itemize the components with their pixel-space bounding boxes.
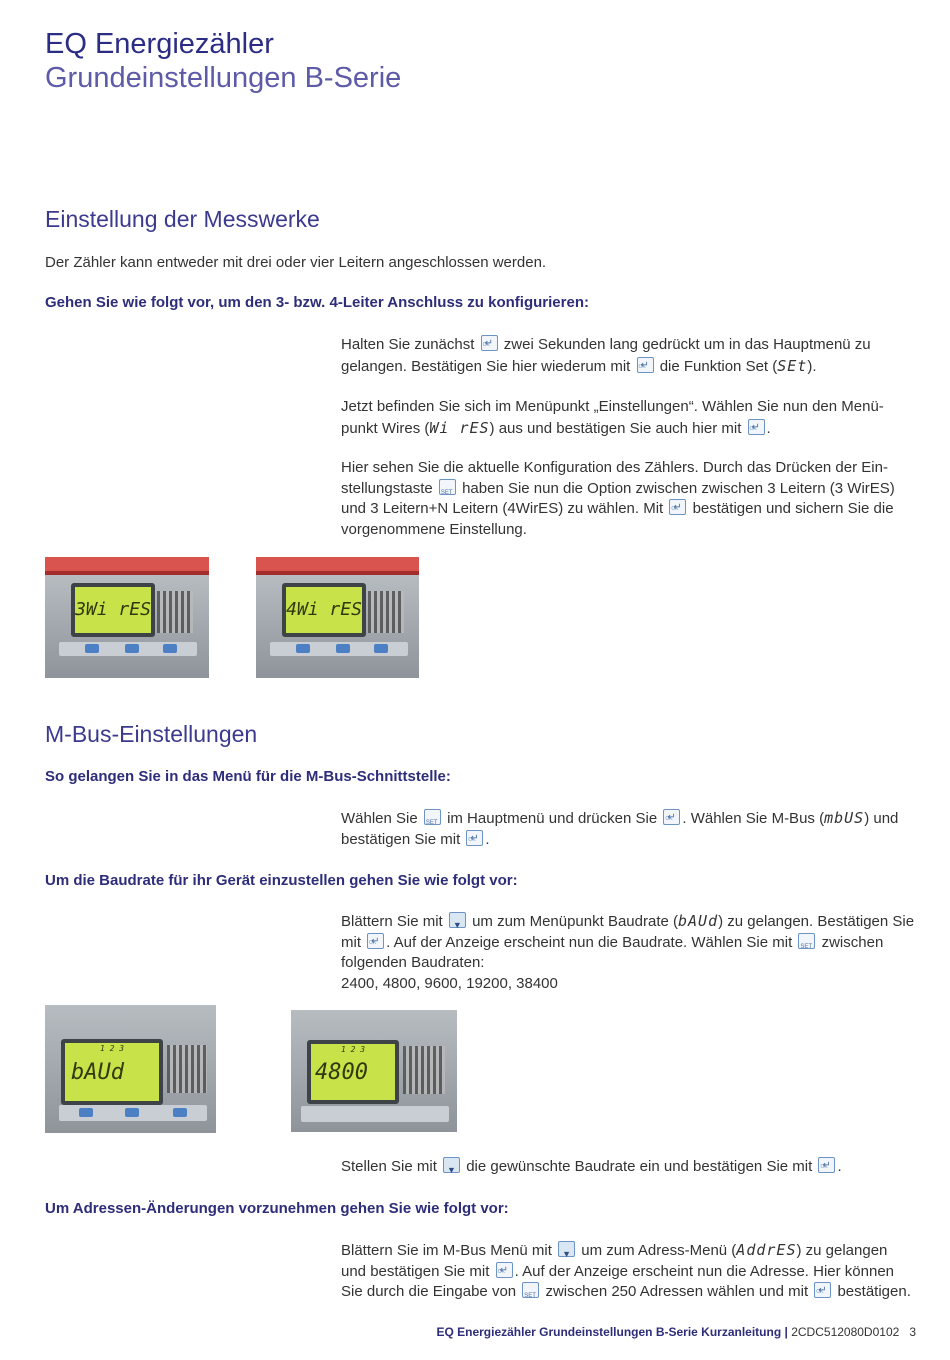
- subheading-configure: Gehen Sie wie folgt vor, um den 3- bzw. 4-Leiter Anschluss zu konfigurieren:: [45, 294, 589, 311]
- scroll-down-key-icon: [449, 912, 466, 928]
- lcd-display: 4Wi rES: [282, 583, 366, 637]
- meter-photo-4800: [291, 1010, 457, 1132]
- paragraph-wires: Jetzt befinden Sie sich im Menüpunkt „Einstellungen“. Wählen Sie nun den Menü-punkt Wires (Wi rES) aus und bestätigen Sie auch hier mit OK ↵ .: [341, 397, 916, 439]
- meter-photo-4wires: [256, 557, 419, 678]
- lcd-display: 1 2 3 4800: [307, 1040, 399, 1104]
- paragraph-address: Blättern Sie im M-Bus Menü mit ▼ um zum Adress-Menü (AddrES) zu gelangen und bestätigen Sie mit OK ↵ . Auf der Anzeige erscheint nun die Adresse. Hier können Sie durch die Eingabe von SET zwischen 250 Adressen wählen und mit OK ↵ bestätigen.: [341, 1240, 916, 1303]
- paragraph-baudrate: Blättern Sie mit ▼ um zum Menüpunkt Baudrate (bAUd) zu gelangen. Bestätigen Sie mit OK ↵ . Auf der Anzeige erscheint nun die Baudrate. Wählen Sie mit SET zwischen folgenden Baudraten: 2400, 4800, 9600, 19200, 38400: [341, 911, 916, 994]
- page-number: 3: [909, 1325, 916, 1339]
- subheading-mbus-menu: So gelangen Sie in das Menü für die M-Bus-Schnittstelle:: [45, 768, 451, 785]
- ok-key-icon: [814, 1282, 831, 1298]
- ok-key-icon: [496, 1262, 513, 1278]
- ok-key-icon: [637, 357, 654, 373]
- footer-doc-id: 2CDC512080D0102: [791, 1325, 900, 1339]
- ok-key-icon: [748, 419, 765, 435]
- ok-key-icon: [663, 809, 680, 825]
- document-title: EQ Energiezähler: [45, 28, 274, 60]
- scroll-down-key-icon: [558, 1241, 575, 1257]
- lcd-code-baud: bAUd: [678, 912, 719, 930]
- paragraph-hold-ok: Halten Sie zunächst OK ↵ zwei Sekunden lang gedrückt um in das Hauptmenü zu gelangen. Bestätigen Sie hier wiederum mit OK ↵ die Funktion Set (SEt).: [341, 335, 916, 377]
- ok-key-icon: [367, 933, 384, 949]
- section-heading-messwerke: Einstellung der Messwerke: [45, 206, 320, 232]
- lcd-display: 1 2 3 bAUd: [61, 1039, 163, 1105]
- ok-key-icon: [481, 335, 498, 351]
- page-footer: [436, 1325, 916, 1339]
- set-key-icon: [522, 1282, 539, 1298]
- footer-title: EQ Energiezähler Grundeinstellungen B-Serie Kurzanleitung: [436, 1325, 782, 1339]
- ok-key-icon: [466, 830, 483, 846]
- paragraph-set-baudrate: Stellen Sie mit ▼ die gewünschte Baudrate ein und bestätigen Sie mit OK ↵ .: [341, 1157, 916, 1178]
- set-key-icon: [439, 479, 456, 495]
- scroll-down-key-icon: [443, 1157, 460, 1173]
- lcd-code-set: SEt: [777, 356, 808, 375]
- set-key-icon: [798, 933, 815, 949]
- lcd-code-address: AddrES: [736, 1241, 797, 1259]
- ok-key-icon: [818, 1157, 835, 1173]
- lcd-code-wires: Wi rES: [429, 418, 490, 437]
- lcd-display: 3Wi rES: [71, 583, 155, 637]
- ok-key-icon: [669, 499, 686, 515]
- paragraph-configuration: Hier sehen Sie die aktuelle Konfiguration des Zählers. Durch das Drücken der Ein-stellungstaste SET haben Sie nun die Option zwischen zwischen 3 Leitern (3 WirES) und 3 Leitern+N Leitern (4WirES) zu wählen. Mit OK ↵ bestätigen und sichern Sie die vorgenommene Einstellung.: [341, 458, 916, 540]
- lcd-code-mbus: mbUS: [824, 809, 865, 827]
- set-key-icon: [424, 809, 441, 825]
- meter-photo-baud: [45, 1005, 216, 1133]
- footer-separator: |: [784, 1325, 788, 1339]
- baudrate-list: 2400, 4800, 9600, 19200, 38400: [341, 974, 558, 992]
- document-subtitle: Grundeinstellungen B-Serie: [45, 62, 402, 94]
- subheading-address: Um Adressen-Änderungen vorzunehmen gehen Sie wie folgt vor:: [45, 1200, 509, 1217]
- section-heading-mbus: M-Bus-Einstellungen: [45, 721, 258, 747]
- subheading-baudrate: Um die Baudrate für ihr Gerät einzustellen gehen Sie wie folgt vor:: [45, 872, 518, 889]
- section-intro: Der Zähler kann entweder mit drei oder vier Leitern angeschlossen werden.: [45, 254, 547, 271]
- meter-photo-3wires: [45, 557, 209, 678]
- paragraph-mbus-select: Wählen Sie SET im Hauptmenü und drücken Sie OK ↵ . Wählen Sie M-Bus (mbUS) und bestätigen Sie mit OK ↵ .: [341, 808, 916, 850]
